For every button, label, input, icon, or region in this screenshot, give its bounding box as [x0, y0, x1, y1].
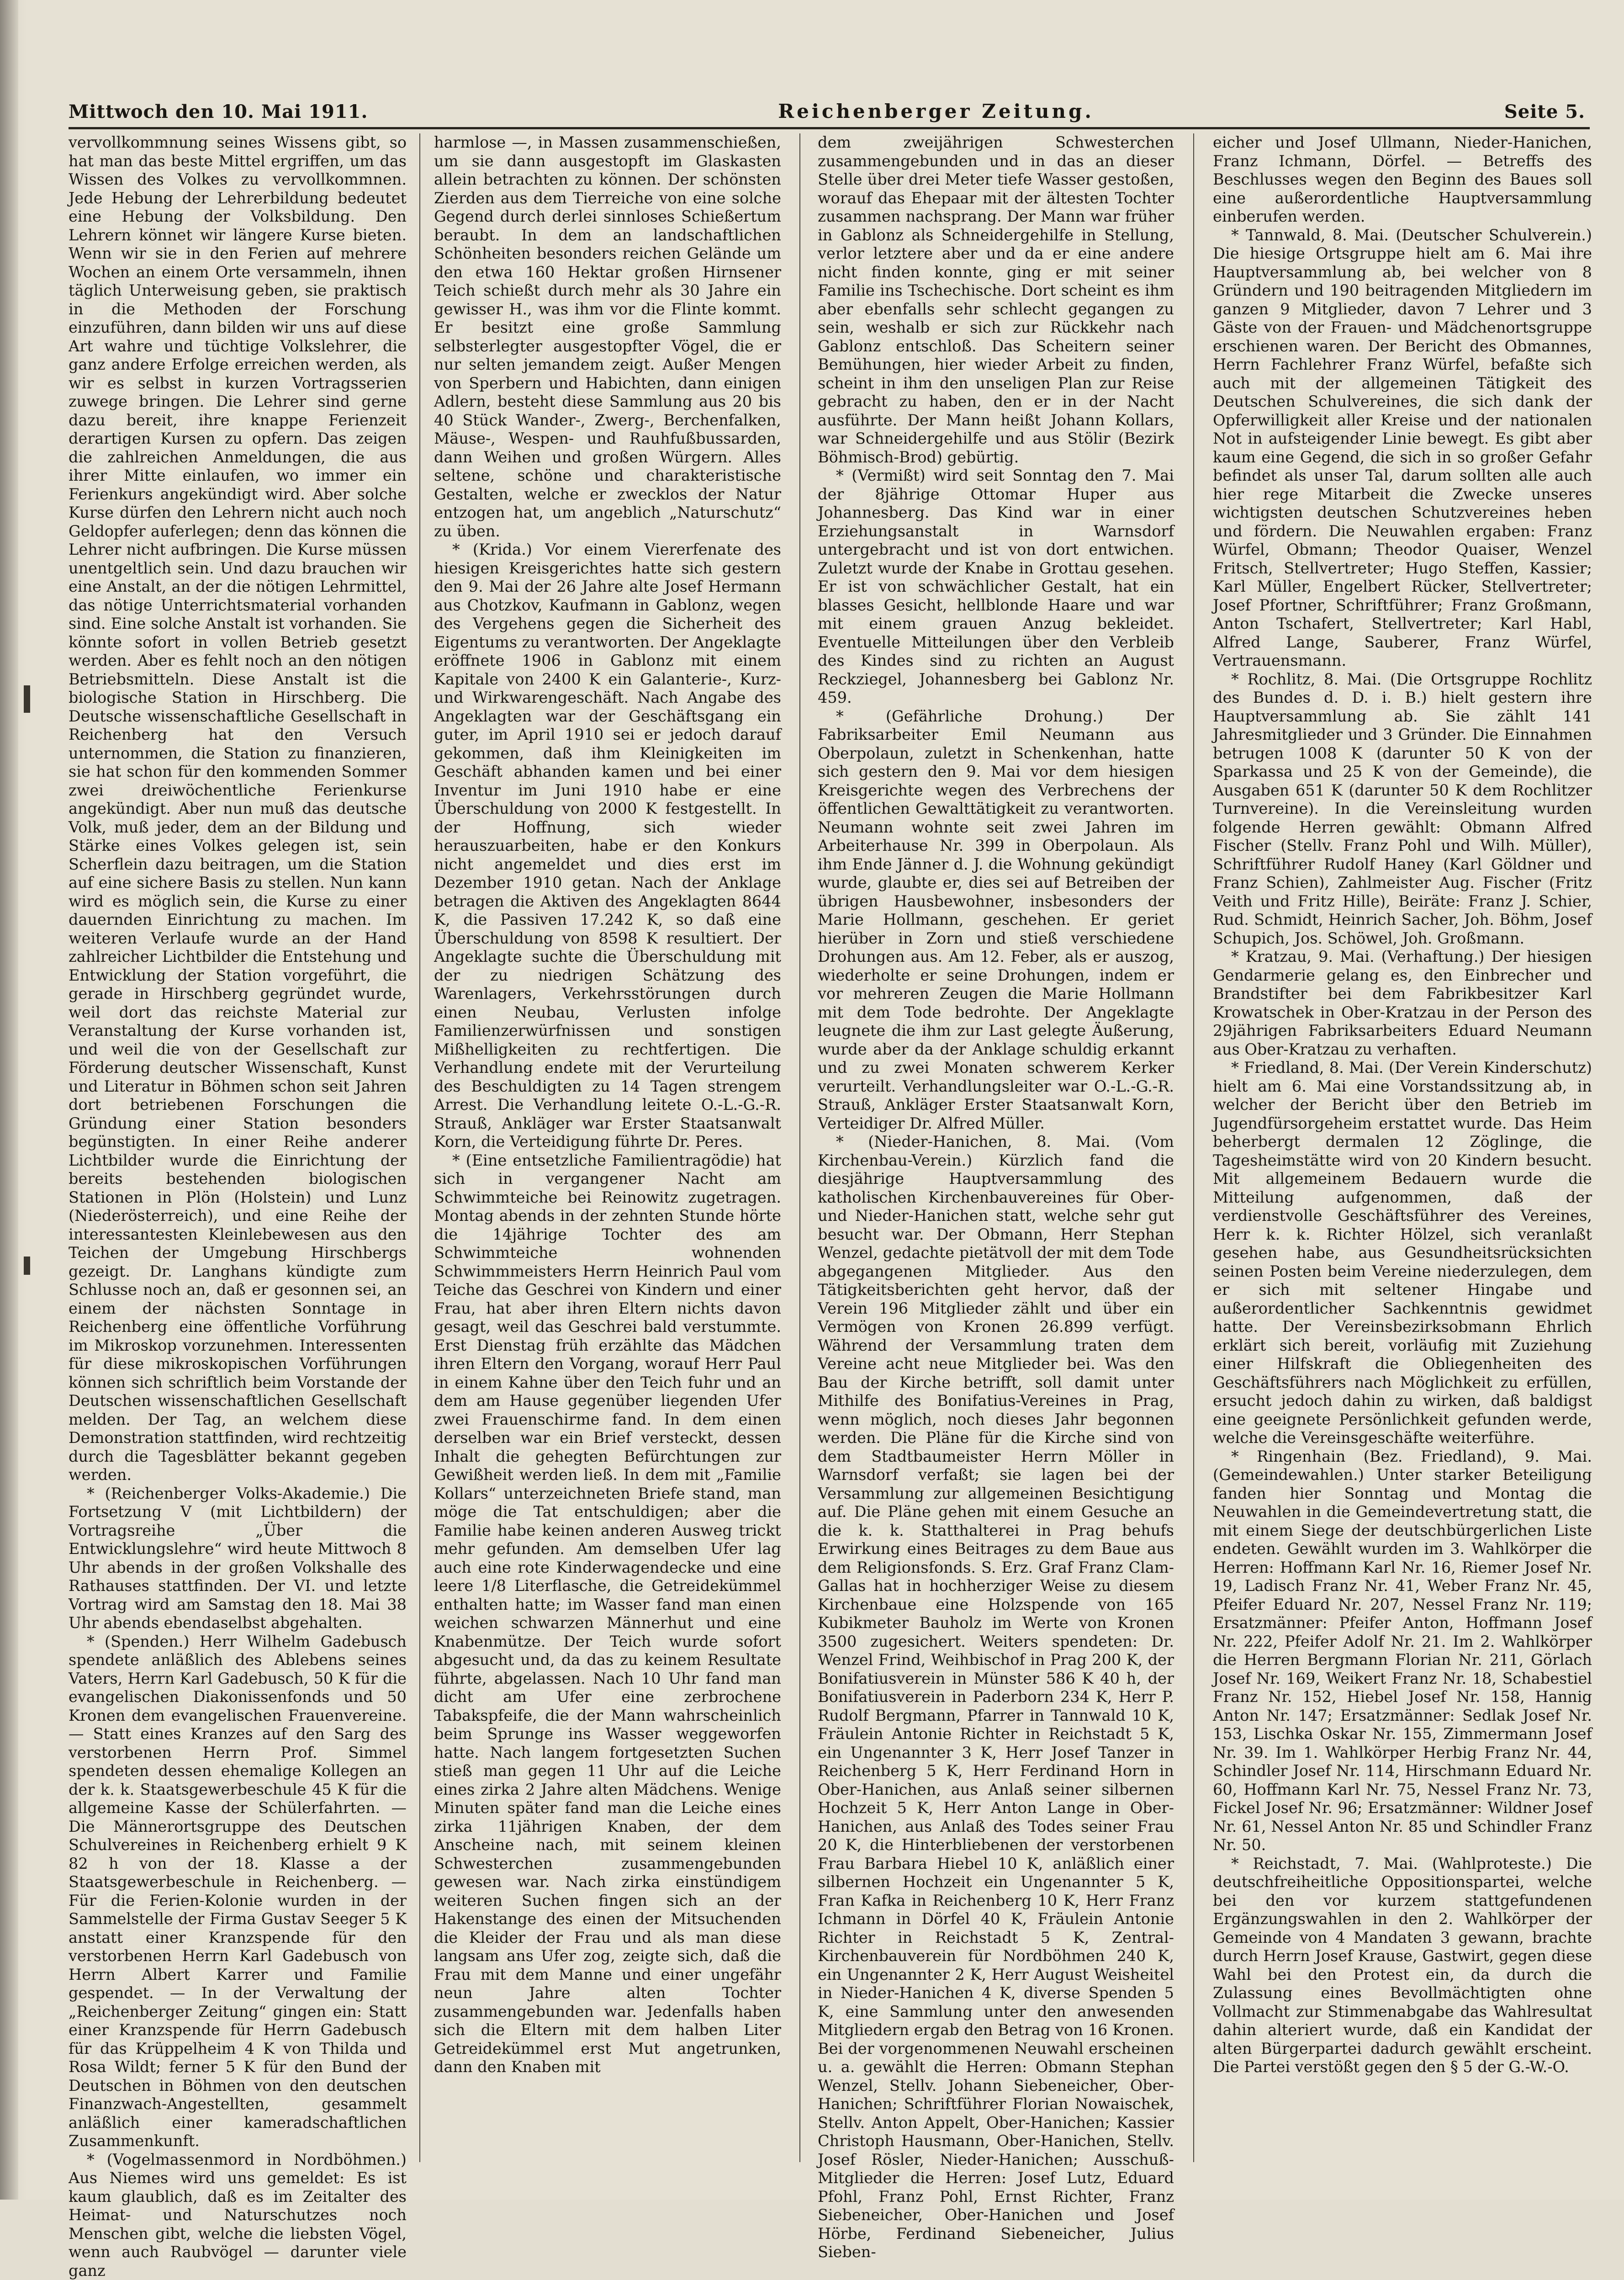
article-paragraph: * (Eine entsetzliche Familientragödie) hat sich in vergangener Nacht am Schwimmteiche bei Reinowitz zugetragen. Montag abends in der zehnten Stunde hörte die 14jährige Tochter des am Schwimmteiche wohnenden Schwimmmeisters Herrn Heinrich Paul vom Teiche das Geschrei von Kindern und einer Frau, hat aber ihren Eltern nichts davon gesagt, weil das Geschrei bald verstummte. Erst Dienstag früh erzählte das Mädchen ihren Eltern den Vorgang, worauf Herr Paul in einem Kahne über den Teich fuhr und an dem am Hause gegenüber liegenden Ufer zwei Frauenschirme fand. In dem einen derselben war ein Brief versteckt, dessen Inhalt die gehegten Befürchtungen zur Gewißheit werden ließ. In dem mit „Familie Kollars“ unterzeichneten Briefe stand, man möge die Tat entschuldigen; aber die Familie habe keinen anderen Ausweg trickt mehr gefunden. Am demselben Ufer lag auch eine rote Kinderwagendecke und eine leere 1/8 Literflasche, die Getreidekümmel enthalten hatte; im Wasser fand man einen weichen schwarzen Männerhut und eine Knabenmütze. Der Teich wurde sofort abgesucht und, da das zu keinem Resultate führte, abgelassen. Nach 10 Uhr fand man dicht am Ufer eine zerbrochene Tabakspfeife, die der Mann wahrscheinlich beim Sprunge ins Wasser weggeworfen hatte. Nach langem fortgesetzten Suchen stieß man gegen 11 Uhr auf die Leiche eines zirka 2 Jahre alten Mädchens. Wenige Minuten später fand man die Leiche eines zirka 11jährigen Knaben, der dem Anscheine nach, mit seinem kleinen Schwesterchen zusammengebunden gewesen war. Nach zirka einstündigem weiteren Suchen fingen sich an der Hakenstange des einen der Mitsuchenden die Kleider der Frau und als man diese langsam ans Ufer zog, zeigte sich, daß die Frau mit dem Manne und einer ungefähr neun Jahre alten Tochter zusammengebunden war. Jedenfalls haben sich die Eltern mit dem halben Liter Getreidekümmel erst Mut angetrunken, dann den Knaben mit [434, 1151, 781, 2077]
article-paragraph: vervollkommnung seines Wissens gibt, so hat man das beste Mittel ergriffen, um das Wissen des Volkes zu vervollkommnen. Jede Hebung der Lehrerbildung bedeutet eine Hebung der Volksbildung. Den Lehrern könnet wir längere Kurse bieten. Wenn wir sie in den Ferien auf mehrere Wochen an einem Orte versammeln, ihnen täglich Unterweisung geben, sie praktisch in die Methoden der Forschung einzuführen, dann bilden wir uns auf diese Art wahre und tüchtige Volkslehrer, die ganz andere Erfolge erreichen werden, als wir es selbst in kurzen Vortragsserien zuwege bringen. Die Lehrer sind gerne dazu bereit, ihre knappe Ferienzeit derartigen Kursen zu opfern. Das zeigen die zahlreichen Anmeldungen, die aus ihrer Mitte einlaufen, wo immer ein Ferienkurs angekündigt wird. Aber solche Kurse dürfen den Lehrern nicht auch noch Geldopfer auferlegen; denn das können die Lehrer nicht aufbringen. Die Kurse müssen unentgeltlich sein. Und dazu brauchen wir eine Anstalt, an der die nötigen Lehrmittel, das nötige Unterrichtsmaterial vorhanden sind. Eine solche Anstalt ist vorhanden. Sie könnte sofort in vollen Betrieb gesetzt werden. Aber es fehlt noch an den nötigen Betriebsmitteln. Diese Anstalt ist die biologische Station in Hirschberg. Die Deutsche wissenschaftliche Gesellschaft in Reichenberg hat den Versuch unternommen, die Station zu finanzieren, sie hat schon für den kommenden Sommer zwei dreiwöchentliche Ferienkurse angekündigt. Aber nun muß das deutsche Volk, muß jeder, dem an der Bildung und Stärke eines Volkes gelegen ist, sein Scherflein dazu beitragen, um die Station auf eine sichere Basis zu stellen. Nun kann wird es möglich sein, die Kurse zu einer dauernden Einrichtung zu machen. Im weiteren Verlaufe wurde an der Hand zahlreicher Lichtbilder die Entstehung und Entwicklung der Station vorgeführt, die gerade in Hirschberg gegründet wurde, weil dort das reichste Material zur Veranstaltung der Kurse vorhanden ist, und weil die von der Gesellschaft zur Förderung deutscher Wissenschaft, Kunst und Literatur in Böhmen schon seit Jahren dort betriebenen Forschungen die Gründung einer Station besonders begünstigten. In einer Reihe anderer Lichtbilder wurde die Einrichtung der bereits bestehenden biologischen Stationen in Plön (Holstein) und Lunz (Niederösterreich), und eine Reihe der interessantesten Kleinlebewesen aus den Teichen der Umgebung Hirschbergs gezeigt. Dr. Langhans kündigte zum Schlusse noch an, daß er gesonnen sei, an einem der nächsten Sonntage in Reichenberg eine öffentliche Vorführung im Mikroskop vorzunehmen. Interessenten für diese mikroskopischen Vorführungen können sich schriftlich beim Vorstande der Deutschen wissenschaftlichen Gesellschaft melden. Der Tag, an welchem diese Demonstration stattfinden, wird rechtzeitig durch die Tagesblätter bekannt gegeben werden. [69, 133, 407, 1485]
masthead: Reichenberger Zeitung. [778, 100, 1094, 122]
article-paragraph: eicher und Josef Ullmann, Nieder-Hanichen, Franz Ichmann, Dörfel. — Betreffs des Beschlusses wegen den Beginn des Baues soll eine außerordentliche Hauptversammlung einberufen werden. [1213, 133, 1592, 226]
issue-date: Mittwoch den 10. Mai 1911. [69, 101, 368, 122]
header-rule [69, 127, 1590, 129]
article-paragraph: * Kratzau, 9. Mai. (Verhaftung.) Der hiesigen Gendarmerie gelang es, den Einbrecher und Brandstifter bei dem Fabrikbesitzer Karl Krowatschek in Ober-Kratzau in der Person des 29jährigen Fabriksarbeiters Eduard Neumann aus Ober-Kratzau zu verhaften. [1213, 948, 1592, 1059]
column-2 [434, 133, 781, 2162]
article-paragraph: * Reichstadt, 7. Mai. (Wahlproteste.) Die deutschfreiheitliche Oppositionspartei, welche bei den vor kurzem stattgefundenen Ergänzungswahlen in den 2. Wahlkörper der Gemeinde von 4 Mandaten 3 gewann, brachte durch Herrn Josef Krause, Gastwirt, gegen diese Wahl bei den Protest ein, da durch die Zulassung eines Bevollmächtigten ohne Vollmacht zur Stimmenabgabe das Wahlresultat dahin alteriert wurde, daß ein Kandidat der alten Bürgerpartei dadurch gewählt erscheint. Die Partei verstößt gegen den § 5 der G.-W.-O. [1213, 1855, 1592, 2077]
column-divider [419, 133, 420, 2162]
page-binding-edge [0, 0, 18, 2200]
column-3 [818, 133, 1174, 2162]
article-paragraph: * Rochlitz, 8. Mai. (Die Ortsgruppe Rochlitz des Bundes d. D. i. B.) hielt gestern ihre Hauptversammlung ab. Sie zählt 141 Jahresmitglieder und 3 Gründer. Die Einnahmen betrugen 1008 K (darunter 50 K von der Sparkassa und 25 K von der Gemeinde), die Ausgaben 651 K (darunter 50 K dem Rochlitzer Turnvereine). In die Vereinsleitung wurden folgende Herren gewählt: Obmann Alfred Fischer (Stellv. Franz Pohl und Wilh. Müller), Schriftführer Rudolf Haney (Karl Göldner und Franz Schien), Zahlmeister Aug. Fischer (Fritz Veith und Fritz Hille), Beiräte: Franz J. Schier, Rud. Schmidt, Heinrich Sacher, Joh. Böhm, Josef Schupich, Jos. Schöwel, Joh. Großmann. [1213, 670, 1592, 948]
article-paragraph: * (Gefährliche Drohung.) Der Fabriksarbeiter Emil Neumann aus Oberpolaun, zuletzt in Schenkenhan, hatte sich gestern den 9. Mai vor dem hiesigen Kreisgerichte wegen des Verbrechens der öffentlichen Gewalttätigkeit zu verantworten. Neumann wohnte seit zwei Jahren im Arbeiterhause Nr. 399 in Oberpolaun. Als ihm Ende Jänner d. J. die Wohnung gekündigt wurde, glaubte er, dies sei auf Betreiben der übrigen Hausbewohner, insbesonders der Marie Hollmann, geschehen. Er geriet hierüber in Zorn und stieß verschiedene Drohungen aus. Am 12. Feber, als er auszog, wiederholte er seine Drohungen, indem er vor mehreren Zeugen die Marie Hollmann mit dem Tode bedrohte. Der Angeklagte leugnete die ihm zur Last gelegte Äußerung, wurde aber da der Anklage schuldig erkannt und zu zwei Monaten schwerem Kerker verurteilt. Verhandlungsleiter war O.-L.-G.-R. Strauß, Ankläger Erster Staatsanwalt Korn, Verteidiger Dr. Alfred Müller. [818, 707, 1174, 1133]
article-paragraph: * (Vermißt) wird seit Sonntag den 7. Mai der 8jährige Ottomar Huper aus Johannesberg. Das Kind war in einer Erziehungsanstalt in Warnsdorf untergebracht und ist von dort entwichen. Zuletzt wurde der Knabe in Grottau gesehen. Er ist von schwächlicher Gestalt, hat ein blasses Gesicht, hellblonde Haare und war mit einem grauen Anzug bekleidet. Eventuelle Mitteilungen über den Verbleib des Kindes sind zu richten an August Reckziegel, Johannesberg bei Gablonz Nr. 459. [818, 467, 1174, 707]
column-1 [69, 133, 407, 2162]
page-header [69, 95, 1585, 122]
article-paragraph: * (Nieder-Hanichen, 8. Mai. (Vom Kirchenbau-Verein.) Kürzlich fand die diesjährige Hauptversammlung des katholischen Kirchenbauvereines für Ober- und Nieder-Hanichen statt, welche sehr gut besucht war. Der Obmann, Herr Stephan Wenzel, gedachte pietätvoll der mit dem Tode abgegangenen Mitglieder. Aus den Tätigkeitsberichten geht hervor, daß der Verein 196 Mitglieder zählt und über ein Vermögen von Kronen 26.899 verfügt. Während der Versammlung traten dem Vereine acht neue Mitglieder bei. Was den Bau der Kirche betrifft, soll damit unter Mithilfe des Bonifatius-Vereines in Prag, wenn möglich, noch dieses Jahr begonnen werden. Die Pläne für die Kirche sind von dem Stadtbaumeister Herrn Möller in Warnsdorf verfaßt; sie lagen bei der Versammlung zur allgemeinen Besichtigung auf. Die Pläne gehen mit einem Gesuche an die k. k. Statthalterei in Prag behufs Erwirkung eines Beitrages zu dem Baue aus dem Religionsfonds. S. Erz. Graf Franz Clam-Gallas hat in hochherziger Weise zu diesem Kirchenbaue eine Holzspende von 165 Kubikmeter Bauholz im Werte von Kronen 3500 zugesichert. Weiters spendeten: Dr. Wenzel Frind, Weihbischof in Prag 200 K, der Bonifatiusverein in Münster 586 K 40 h, der Bonifatiusverein in Paderborn 234 K, Herr P. Rudolf Bergmann, Pfarrer in Tannwald 10 K, Fräulein Antonie Richter in Reichstadt 5 K, ein Ungenannter 3 K, Herr Josef Tanzer in Reichenberg 5 K, Herr Ferdinand Horn in Ober-Hanichen, aus Anlaß seiner silbernen Hochzeit 5 K, Herr Anton Lange in Ober-Hanichen, aus Anlaß des Todes seiner Frau 20 K, die Hinterbliebenen der verstorbenen Frau Barbara Hiebel 10 K, anläßlich einer silbernen Hochzeit ein Ungenannter 5 K, Fran Kafka in Reichenberg 10 K, Herr Franz Ichmann in Dörfel 40 K, Fräulein Antonie Richter in Reichstadt 5 K, Zentral-Kirchenbauverein für Nordböhmen 240 K, ein Ungenannter 2 K, Herr August Weisheitel in Nieder-Hanichen 4 K, diverse Spenden 5 K, eine Sammlung unter den anwesenden Mitgliedern ergab den Betrag von 16 Kronen. Bei der vorgenommenen Neuwahl erscheinen u. a. gewählt die Herren: Obmann Stephan Wenzel, Stellv. Johann Siebeneicher, Ober-Hanichen; Schriftführer Florian Nowaischek, Stellv. Anton Appelt, Ober-Hanichen; Kassier Christoph Hausmann, Ober-Hanichen, Stellv. Josef Rösler, Nieder-Hanichen; Ausschuß-Mitglieder die Herren: Josef Lutz, Eduard Pfohl, Franz Pohl, Ernst Richter, Franz Siebeneicher, Ober-Hanichen und Josef Hörbe, Ferdinand Siebeneicher, Julius Sieben- [818, 1133, 1174, 2262]
margin-mark [24, 1257, 30, 1275]
column-4 [1213, 133, 1592, 2162]
article-paragraph: * Tannwald, 8. Mai. (Deutscher Schulverein.) Die hiesige Ortsgruppe hielt am 6. Mai ihre Hauptversammlung ab, bei welcher von 8 Gründern und 190 beitragenden Mitgliedern im ganzen 9 Mitglieder, davon 7 Lehrer und 3 Gäste von der Frauen- und Mädchenortsgruppe erschienen waren. Der Bericht des Obmannes, Herrn Fachlehrer Franz Würfel, befaßte sich auch mit der allgemeinen Tätigkeit des Deutschen Schulvereines, die sich dank der Opferwilligkeit aller Kreise und der nationalen Not in aufsteigender Linie bewegt. Es gibt aber kaum eine Gegend, die sich in so großer Gefahr befindet als unser Tal, darum sollten alle auch hier rege Mitarbeit die Zwecke unseres wichtigsten deutschen Schutzvereines heben und fördern. Die Neuwahlen ergaben: Franz Würfel, Obmann; Theodor Quaiser, Wenzel Fritsch, Stellvertreter; Hugo Steffen, Kassier; Karl Müller, Engelbert Rücker, Stellvertreter; Josef Pfortner, Schriftführer; Franz Großmann, Anton Tschafert, Stellvertreter; Karl Habl, Alfred Lange, Sauberer, Franz Würfel, Vertrauensmann. [1213, 226, 1592, 670]
margin-mark [24, 685, 30, 713]
article-paragraph: * (Spenden.) Herr Wilhelm Gadebusch spendete anläßlich des Ablebens seines Vaters, Herrn Karl Gadebusch, 50 K für die evangelischen Diakonissenfonds und 50 Kronen dem evangelischen Frauenvereine. — Statt eines Kranzes auf den Sarg des verstorbenen Herrn Prof. Simmel spendeten dessen ehemalige Kollegen an der k. k. Staatsgewerbeschule 45 K für die allgemeine Kasse der Schülerfahrten. — Die Männerortsgruppe des Deutschen Schulvereines in Reichenberg erhielt 9 K 82 h von der 18. Klasse a der Staatsgewerbeschule in Reichenberg. — Für die Ferien-Kolonie wurden in der Sammelstelle der Firma Gustav Seeger 5 K anstatt einer Kranzspende für den verstorbenen Herrn Karl Gadebusch von Herrn Albert Karrer und Familie gespendet. — In der Verwaltung der „Reichenberger Zeitung“ gingen ein: Statt einer Kranzspende für Herrn Gadebusch für das Krüppelheim 4 K von Thilda und Rosa Wildt; ferner 5 K für den Bund der Deutschen in Böhmen von den deutschen Finanzwach-Angestellten, gesammelt anläßlich einer kameradschaftlichen Zusammenkunft. [69, 1633, 407, 2151]
article-paragraph: * (Reichenberger Volks-Akademie.) Die Fortsetzung V (mit Lichtbildern) der Vortragsreihe „Über die Entwicklungslehre“ wird heute Mittwoch 8 Uhr abends in der großen Volkshalle des Rathauses stattfinden. Der VI. und letzte Vortrag wird am Samstag den 18. Mai 38 Uhr abends ebendaselbst abgehalten. [69, 1485, 407, 1633]
column-divider [799, 133, 800, 2162]
article-paragraph: * Ringenhain (Bez. Friedland), 9. Mai. (Gemeindewahlen.) Unter starker Beteiligung fanden hier Sonntag und Montag die Neuwahlen in die Gemeindevertretung statt, die mit einem Siege der deutschbürgerlichen Liste endeten. Gewählt wurden im 3. Wahlkörper die Herren: Hoffmann Karl Nr. 16, Riemer Josef Nr. 19, Ladisch Franz Nr. 41, Weber Franz Nr. 45, Pfeifer Eduard Nr. 207, Nessel Franz Nr. 119; Ersatzmänner: Pfeifer Anton, Hoffmann Josef Nr. 222, Pfeifer Adolf Nr. 21. Im 2. Wahlkörper die Herren Bergmann Florian Nr. 211, Görlach Josef Nr. 169, Weikert Franz Nr. 18, Schabestiel Franz Nr. 152, Hiebel Josef Nr. 158, Hannig Anton Nr. 147; Ersatzmänner: Sedlak Josef Nr. 153, Lischka Oskar Nr. 155, Zimmermann Josef Nr. 39. Im 1. Wahlkörper Herbig Franz Nr. 44, Schindler Josef Nr. 114, Hirschmann Eduard Nr. 60, Hoffmann Karl Nr. 75, Nessel Franz Nr. 73, Fickel Josef Nr. 96; Ersatzmänner: Wildner Josef Nr. 61, Nessel Anton Nr. 85 und Schindler Franz Nr. 50. [1213, 1448, 1592, 1855]
page-number: Seite 5. [1504, 101, 1585, 122]
article-paragraph: * (Vogelmassenmord in Nordböhmen.) Aus Niemes wird uns gemeldet: Es ist kaum glaublich, daß es im Zeitalter des Heimat- und Naturschutzes noch Menschen gibt, welche die liebsten Vögel, wenn auch Raubvögel — darunter viele ganz [69, 2151, 407, 2280]
article-paragraph: harmlose —, in Massen zusammenschießen, um sie dann ausgestopft im Glaskasten allein betrachten zu können. Der schönsten Zierden aus dem Tierreiche von eine solche Gegend durch derlei sinnloses Schießertum beraubt. In dem an landschaftlichen Schönheiten besonders reichen Gelände um den etwa 160 Hektar großen Hirnsener Teich schießt durch mehr als 30 Jahre ein gewisser H., was ihm vor die Flinte kommt. Er besitzt eine große Sammlung selbsterlegter ausgestopfter Vögel, die er nur selten jemandem zeigt. Außer Mengen von Sperbern und Habichten, dann einigen Adlern, besteht diese Sammlung aus 20 bis 40 Stück Wander-, Zwerg-, Berchenfalken, Mäuse-, Wespen- und Rauhfußbussarden, dann Weihen und großen Würgern. Alles seltene, schöne und charakteristische Gestalten, welche er zwecklos der Natur entzogen hat, um angeblich „Naturschutz“ zu üben. [434, 133, 781, 541]
column-divider [1193, 133, 1194, 2162]
article-paragraph: * Friedland, 8. Mai. (Der Verein Kinderschutz) hielt am 6. Mai eine Vorstandssitzung ab, in welcher der Bericht über den Betrieb im Jugendfürsorgeheim erstattet wurde. Das Heim beherbergt dermalen 12 Zöglinge, die Tagesheimstätte wird von 20 Kindern besucht. Mit allgemeinem Bedauern wurde die Mitteilung aufgenommen, daß der verdienstvolle Geschäftsführer des Vereines, Herr k. k. Richter Hölzel, sich veranlaßt gesehen habe, aus Gesundheitsrücksichten seinen Posten beim Vereine niederzulegen, dem er sich mit seltener Hingabe und außerordentlicher Sachkenntnis gewidmet hatte. Der Vereinsbezirksobmann Ehrlich erklärt sich bereit, vorläufig mit Zuziehung einer Hilfskraft die Obliegenheiten des Geschäftsführers nach Möglichkeit zu erfüllen, ersucht jedoch dahin zu wirken, daß baldigst eine geeignete Persönlichkeit gefunden werde, welche die Vereinsgeschäfte weiterführe. [1213, 1059, 1592, 1448]
article-paragraph: dem zweijährigen Schwesterchen zusammengebunden und in das an dieser Stelle über drei Meter tiefe Wasser gestoßen, worauf das Ehepaar mit der ältesten Tochter zusammen nachsprang. Der Mann war früher in Gablonz als Schneidergehilfe in Stellung, verlor letztere aber und da er eine andere nicht finden konnte, ging er mit seiner Familie ins Tschechische. Dort scheint es ihm aber ebenfalls sehr schlecht gegangen zu sein, weshalb er sich zur Rückkehr nach Gablonz entschloß. Das Scheitern seiner Bemühungen, hier wieder Arbeit zu finden, scheint in ihm den unseligen Plan zur Reise gebracht zu haben, den er in der Nacht ausführte. Der Mann heißt Johann Kollars, war Schneidergehilfe und aus Stölir (Bezirk Böhmisch-Brod) gebürtig. [818, 133, 1174, 467]
article-paragraph: * (Krida.) Vor einem Viererfenate des hiesigen Kreisgerichtes hatte sich gestern den 9. Mai der 26 Jahre alte Josef Hermann aus Chotzkov, Kaufmann in Gablonz, wegen des Vergehens gegen die Sicherheit des Eigentums zu verantworten. Der Angeklagte eröffnete 1906 in Gablonz mit einem Kapitale von 2400 K ein Galanterie-, Kurz- und Wirkwarengeschäft. Nach Angabe des Angeklagten war der Geschäftsgang ein guter, im April 1910 sei er jedoch darauf gekommen, daß ihm Kleinigkeiten im Geschäft abhanden kamen und bei einer Inventur im Juni 1910 habe er eine Überschuldung von 2000 K festgestellt. In der Hoffnung, sich wieder herauszuarbeiten, habe er den Konkurs nicht angemeldet und dies erst im Dezember 1910 getan. Nach der Anklage betragen die Aktiven des Angeklagten 8644 K, die Passiven 17.242 K, so daß eine Überschuldung von 8598 K resultiert. Der Angeklagte suchte die Überschuldung mit der zu niedrigen Schätzung des Warenlagers, Verkehrsstörungen durch einen Neubau, Verlusten infolge Familienzerwürfnissen und sonstigen Mißhelligkeiten zu rechtfertigen. Die Verhandlung endete mit der Verurteilung des Beschuldigten zu 14 Tagen strengem Arrest. Die Verhandlung leitete O.-L.-G.-R. Strauß, Ankläger war Erster Staatsanwalt Korn, die Verteidigung führte Dr. Peres. [434, 541, 781, 1151]
